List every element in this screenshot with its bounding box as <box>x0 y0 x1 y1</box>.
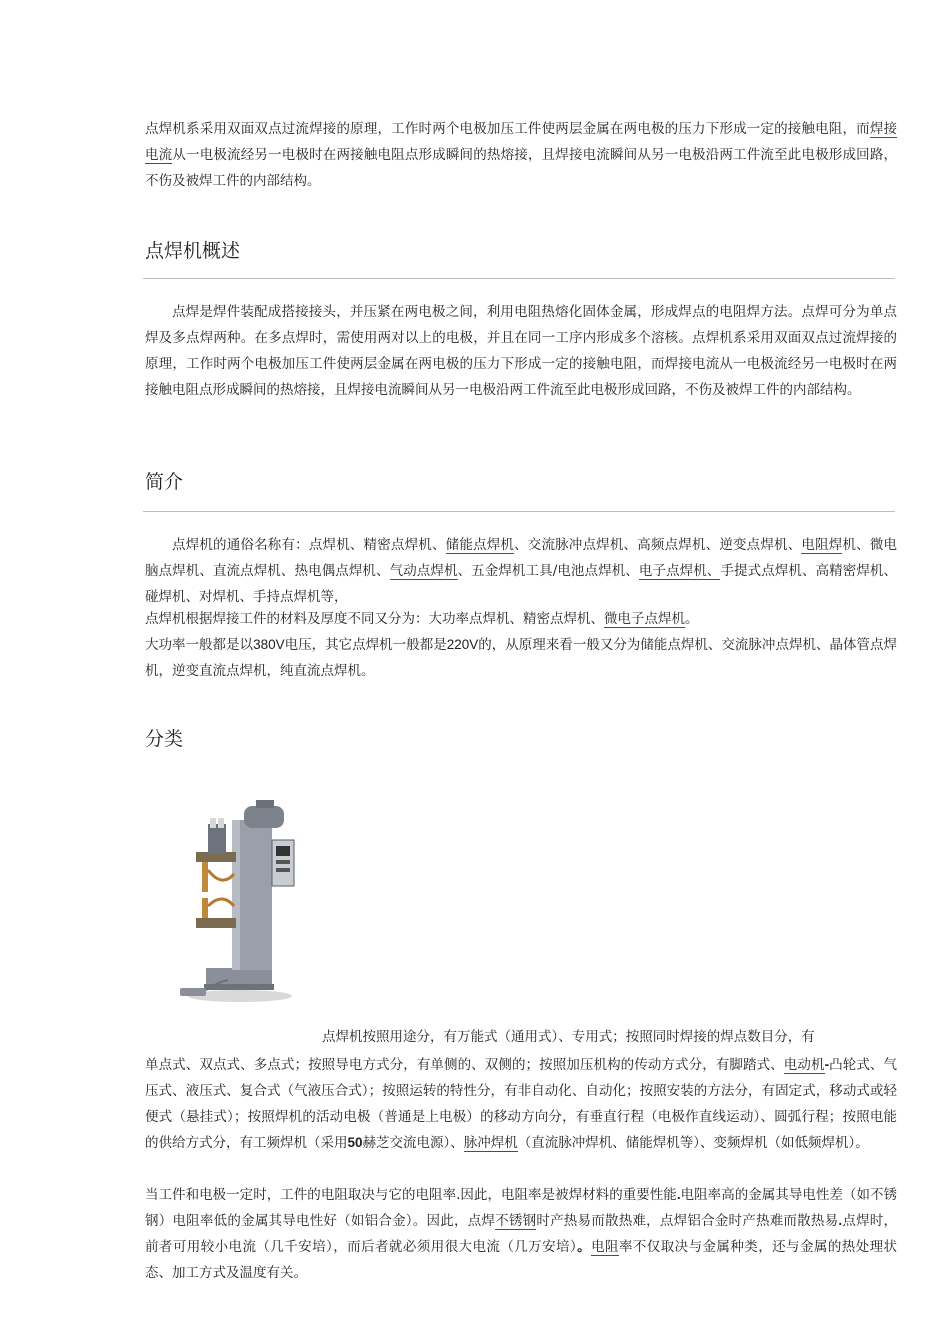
intro-types-paragraph <box>145 606 897 632</box>
classification-text-1: 单点式、双点式、多点式；按照导电方式分，有单侧的、双侧的；按照加压机构的传动方式分，有脚踏式、 <box>145 1057 784 1073</box>
link-energy-storage-welder[interactable]: 储能点焊机 <box>445 537 515 553</box>
names-text-5: 手提式点焊机、高精密焊机、碰焊机、对焊机、手持点焊机等， <box>145 563 898 605</box>
heading-intro: 简介 <box>145 471 184 493</box>
link-motor[interactable]: 电动机 <box>783 1057 825 1073</box>
resistivity-text-3: 时产热易而散热难，点焊铝合金时产热难而散热易 <box>536 1213 839 1229</box>
voltage-220: 220V <box>446 637 479 652</box>
spot-welder-machine-image <box>178 800 308 1010</box>
intro-names-paragraph <box>145 532 897 610</box>
types-text-2: 。 <box>685 611 699 627</box>
link-resistance-welding[interactable]: 电阻焊 <box>801 537 843 553</box>
classification-dash: - <box>824 1057 830 1072</box>
link-pulse-welder[interactable]: 脉冲焊机 <box>463 1135 518 1151</box>
resistivity-dot-2: . <box>838 1213 843 1228</box>
classification-text-4: （直流脉冲焊机、储能焊机等）、变频焊机（如低频焊机）。 <box>517 1135 869 1151</box>
link-welding-current[interactable]: 焊接电流 <box>145 121 898 163</box>
types-text-1: 点焊机根据焊接工件的材料及厚度不同又分为：大功率点焊机、精密点焊机、 <box>145 611 604 627</box>
heading-overview: 点焊机概述 <box>145 240 241 262</box>
heading-classification: 分类 <box>145 728 184 750</box>
link-stainless-steel[interactable]: 不锈钢 <box>495 1213 537 1229</box>
names-text-2: 、交流脉冲点焊机、高频点焊机、逆变点焊机、 <box>514 537 802 553</box>
link-resistance[interactable]: 电阻 <box>591 1239 619 1255</box>
classification-text-0: 点焊机按照用途分，有万能式（通用式）、专用式；按照同时焊接的焊点数目分，有 <box>322 1029 815 1045</box>
classification-line-1 <box>145 1024 897 1050</box>
resistivity-text-4: 点焊时，前者可用较小电流（几千安培），而后者就必须用很大电流（几万安培） <box>145 1213 898 1255</box>
intro-voltage-paragraph <box>145 632 897 684</box>
classification-text-2: 凸轮式、气压式、液压式、复合式（气液压合式）；按照运转的特性分，有非自动化、自动化；按照安装的方法分，有固定式，移动式或轻便式（悬挂式）；按照焊机的活动电极（普通是上电极）的移动方向分，有垂直行程（电极作直线运动）、圆弧行程；按照电能的供给方式分，有工频焊机（采用 <box>145 1057 898 1151</box>
names-text-1: 点焊机的通俗名称有：点焊机、精密点焊机、 <box>172 537 446 553</box>
classification-paragraph <box>145 1052 897 1156</box>
resistivity-dot-1: . <box>676 1187 681 1202</box>
resistivity-text-5: 率不仅取决与金属种类，还与金属的热处理状态、加工方式及温度有关。 <box>145 1239 898 1281</box>
names-text-4: 、五金焊机工具/电池点焊机、 <box>457 563 639 579</box>
resistivity-paragraph <box>145 1182 897 1286</box>
divider-intro <box>143 511 895 512</box>
voltage-text-3: 的，从原理来看一般又分为储能点焊机、交流脉冲点焊机、晶体管点焊机，逆变直流点焊机，纯直流点焊机。 <box>145 637 898 679</box>
classification-text-3: 赫芝交流电源）、 <box>362 1135 464 1151</box>
resistivity-text-1: 当工件和电极一定时，工件的电阻取决与它的电阻率.因此，电阻率是被焊材料的重要性能 <box>145 1187 677 1203</box>
voltage-text-1: 大功率一般都是以 <box>145 637 254 653</box>
divider-overview <box>143 278 895 279</box>
link-pneumatic-welder[interactable]: 气动点焊机 <box>389 563 458 579</box>
link-electronic-welder[interactable]: 电子点焊机、 <box>638 563 721 579</box>
classification-50: 50 <box>347 1135 363 1150</box>
names-text-3: 机、微电脑点焊机、直流点焊机、热电偶点焊机、 <box>145 537 898 579</box>
resistivity-text-2: 电阻率高的金属其导电性差（如不锈钢）电阻率低的金属其导电性好（如铝合金）。因此，点焊 <box>145 1187 898 1229</box>
resistivity-dot-3: 。 <box>577 1239 592 1254</box>
intro-paragraph <box>145 116 897 194</box>
link-micro-electronic-welder[interactable]: 微电子点焊机 <box>604 611 685 627</box>
intro-text-2: 从一电极流经另一电极时在两接触电阻点形成瞬间的热熔接，且焊接电流瞬间从另一电极沿两工件流至此电极形成回路，不伤及被焊工件的内部结构。 <box>145 147 898 189</box>
overview-paragraph: 点焊是焊件装配成搭接接头，并压紧在两电极之间，利用电阻热熔化固体金属，形成焊点的电阻焊方法。点焊可分为单点焊及多点焊两种。在多点焊时，需使用两对以上的电极，并且在同一工序内形成多个溶核。点焊机系采用双面双点过流焊接的原理，工作时两个电极加压工件使两层金属在两电极的压力下形成一定的接触电阻，而焊接电流从一电极流经另一电极时在两接触电阻点形成瞬间的热熔接，且焊接电流瞬间从另一电极沿两工件流至此电极形成回路，不伤及被焊工件的内部结构。 <box>145 304 897 398</box>
voltage-380: 380V <box>253 637 285 652</box>
intro-text-1: 点焊机系采用双面双点过流焊接的原理，工作时两个电极加压工件使两层金属在两电极的压力下形成一定的接触电阻，而 <box>145 121 870 137</box>
voltage-text-2: 电压，其它点焊机一般都是 <box>284 637 447 653</box>
